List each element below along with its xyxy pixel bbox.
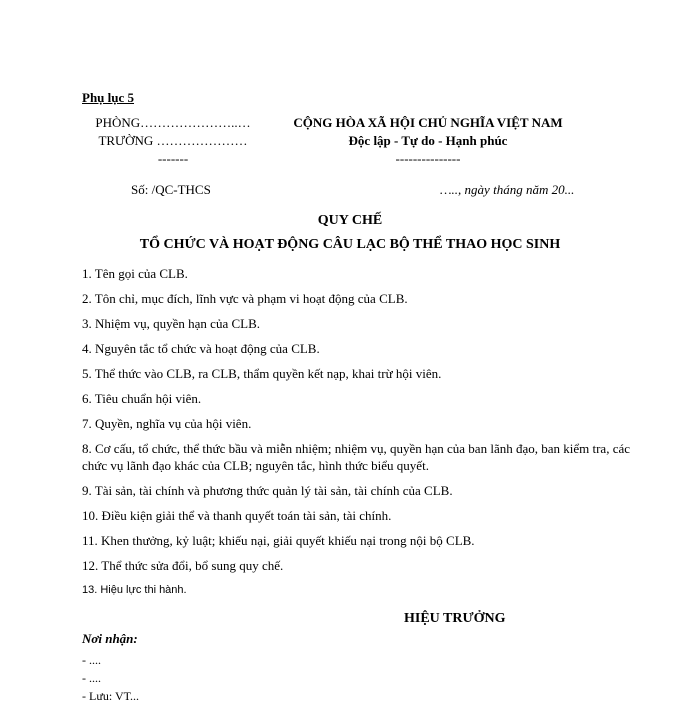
regulation-item: 13. Hiệu lực thi hành.: [82, 584, 187, 596]
document-date: ….., ngày tháng năm 20...: [440, 182, 575, 197]
document-number: Số: /QC-THCS: [131, 182, 211, 197]
national-motto-block: [268, 114, 588, 168]
document-title: QUY CHẾ: [317, 213, 383, 228]
left-divider: -------: [157, 151, 189, 166]
regulation-item: 1. Tên gọi của CLB.: [82, 266, 188, 281]
recipient-item: - Lưu: VT...: [82, 689, 140, 703]
right-divider: ---------------: [395, 151, 461, 166]
regulation-item: 8. Cơ cấu, tổ chức, thể thức bầu và miễn nhiệm; nhiệm vụ, quyền hạn của ban lãnh đạo, ban kiểm tra, các chức vụ lãnh đạo khác của CLB; nguyên tắc, hình thức biểu quyết.: [82, 441, 631, 473]
regulation-item: 10. Điều kiện giải thể và thanh quyết toán tài sản, tài chính.: [82, 508, 392, 523]
motto: Độc lập - Tự do - Hạnh phúc: [348, 133, 508, 148]
department-line: PHÒNG…………………..…: [95, 115, 251, 130]
regulation-item: 12. Thể thức sửa đổi, bổ sung quy chế.: [82, 558, 284, 573]
regulation-items: [82, 265, 637, 607]
school-line: TRƯỜNG …………………: [98, 133, 248, 148]
regulation-item: 5. Thể thức vào CLB, ra CLB, thẩm quyền kết nạp, khai trừ hội viên.: [82, 366, 442, 381]
recipients-list: [82, 651, 139, 705]
regulation-item: 3. Nhiệm vụ, quyền hạn của CLB.: [82, 316, 260, 331]
country-name: CỘNG HÒA XÃ HỘI CHỦ NGHĨA VIỆT NAM: [293, 115, 563, 130]
regulation-item: 7. Quyền, nghĩa vụ của hội viên.: [82, 416, 252, 431]
document-subtitle: TỔ CHỨC VÀ HOẠT ĐỘNG CÂU LẠC BỘ THỂ THAO HỌC SINH: [139, 237, 561, 252]
recipient-item: - ....: [82, 671, 101, 685]
issuing-agency-block: [78, 114, 268, 168]
appendix-label: Phụ lục 5: [82, 90, 135, 105]
signer-title: HIỆU TRƯỞNG: [404, 611, 506, 626]
regulation-item: 2. Tôn chỉ, mục đích, lĩnh vực và phạm vi hoạt động của CLB.: [82, 291, 408, 306]
regulation-item: 11. Khen thưởng, kỷ luật; khiếu nại, giải quyết khiếu nại trong nội bộ CLB.: [82, 533, 475, 548]
regulation-item: 9. Tài sản, tài chính và phương thức quản lý tài sản, tài chính của CLB.: [82, 483, 453, 498]
regulation-item: 4. Nguyên tắc tổ chức và hoạt động của CLB.: [82, 341, 320, 356]
recipient-item: - ....: [82, 653, 101, 667]
regulation-item: 6. Tiêu chuẩn hội viên.: [82, 391, 202, 406]
recipients-title: Nơi nhận:: [82, 631, 138, 646]
